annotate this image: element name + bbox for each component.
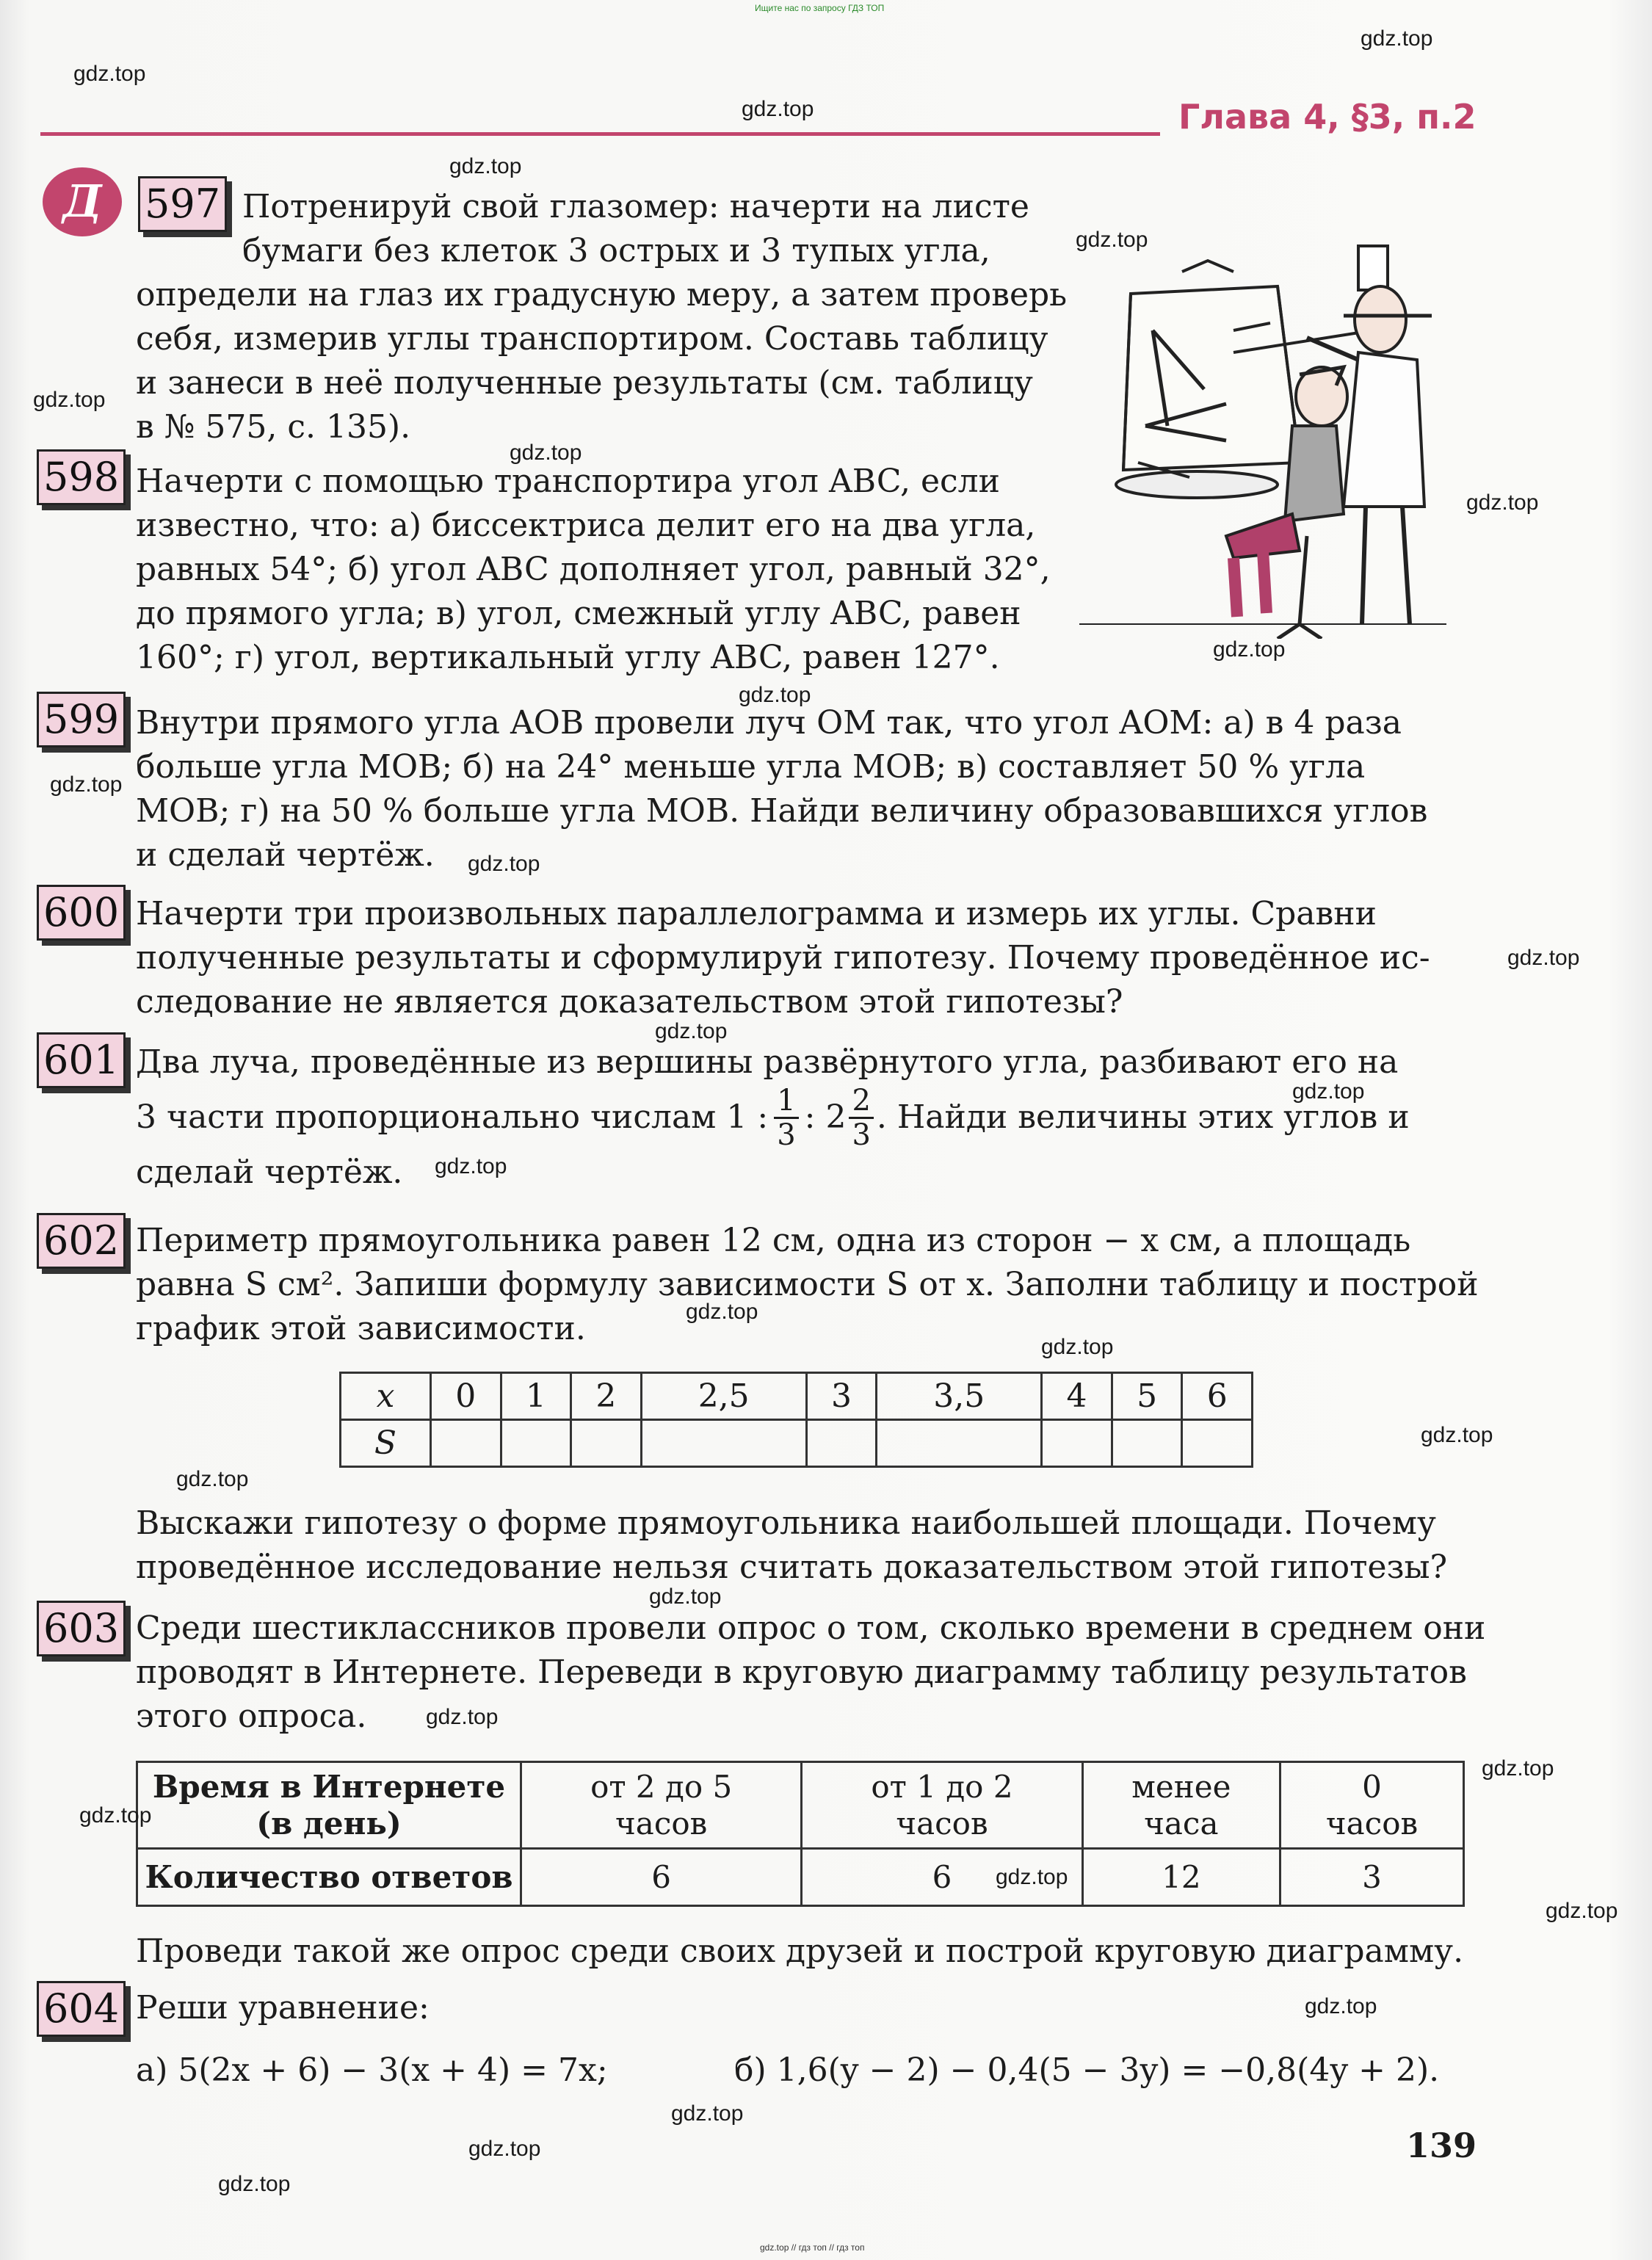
fraction-one-third [774, 1084, 798, 1151]
text-line: проводят в Интернете. Переведи в круговую диаграмму таблицу результатов [136, 1654, 1467, 1691]
column-header-line: часов [896, 1805, 988, 1841]
text-line: Среди шестиклассников провели опрос о том, сколько времени в среднем они [136, 1609, 1486, 1647]
task-number-604: 604 [37, 1981, 126, 2037]
table-cell-empty [1182, 1420, 1253, 1467]
task-601-text [136, 1040, 1410, 1195]
row-label: Количество ответов [137, 1849, 521, 1906]
task-602-hypothesis [136, 1502, 1447, 1590]
watermark: gdz.top [1041, 1335, 1114, 1359]
watermark: gdz.top [739, 683, 811, 707]
text-line: до прямого угла; в) угол, смежный углу ABC, равен [136, 595, 1021, 632]
text-line: Выскажи гипотезу о форме прямоугольника наибольшей площади. Почему [136, 1504, 1436, 1542]
text-line: проведённое исследование нельзя считать доказательством этой гипотезы? [136, 1549, 1448, 1586]
table-cell: 0 [431, 1373, 501, 1420]
text-line: 160°; г) угол, вертикальный углу ABC, равен 127°. [136, 639, 1000, 676]
header-label-line: (в день) [256, 1805, 402, 1841]
watermark: gdz.top [1213, 637, 1286, 662]
column-header-line: часа [1144, 1805, 1219, 1841]
column-header-line: от 1 до 2 [871, 1768, 1013, 1805]
column-header [521, 1762, 802, 1849]
table-cell: 3,5 [877, 1373, 1042, 1420]
watermark: gdz.top [655, 1019, 728, 1043]
task-599-text [136, 701, 1427, 877]
column-header [802, 1762, 1082, 1849]
watermark: gdz.top [50, 772, 123, 797]
illustration-teacher-drawing [1079, 242, 1446, 639]
task-number-601: 601 [37, 1032, 126, 1088]
fraction-two-thirds [849, 1084, 873, 1151]
table-row [341, 1420, 1253, 1467]
table-cell-empty [501, 1420, 571, 1467]
watermark: gdz.top [1421, 1423, 1493, 1447]
column-header-line: часов [615, 1805, 708, 1841]
text-line: Периметр прямоугольника равен 12 см, одна из сторон − x см, а площадь [136, 1222, 1411, 1259]
table-cell-empty [431, 1420, 501, 1467]
watermark: gdz.top [1076, 228, 1148, 252]
table-cell-empty [571, 1420, 642, 1467]
table-cell: 2 [571, 1373, 642, 1420]
watermark: gdz.top [1507, 946, 1580, 970]
text-line: себя, измерив углы транспортиром. Составь таблицу [136, 320, 1048, 358]
watermark: gdz.top [649, 1584, 722, 1609]
text-line: Потренируй свой глазомер: начерти на листе [242, 188, 1029, 225]
table-cell: 6 [1182, 1373, 1253, 1420]
text-line: график этой зависимости. [136, 1310, 586, 1347]
row-label-x: x [341, 1373, 431, 1420]
chapter-heading: Глава 4, §3, п.2 [1178, 97, 1477, 137]
table-cell: 12 [1082, 1849, 1280, 1906]
text-line: определи на глаз их градусную меру, а затем проверь [136, 276, 1068, 314]
text-line: полученные результаты и сформулируй гипотезу. Почему проведённое ис- [136, 939, 1430, 977]
fraction-denominator: 3 [852, 1118, 871, 1152]
watermark: gdz.top [176, 1467, 249, 1491]
watermark: gdz.top [435, 1154, 507, 1178]
fraction-denominator: 3 [777, 1118, 796, 1152]
difficulty-badge: Д [43, 167, 122, 236]
text-line: Два луча, проведённые из вершины развёрнутого угла, разбивают его на [136, 1043, 1399, 1081]
text-line: этого опроса. [136, 1698, 367, 1735]
text-line: известно, что: а) биссектриса делит его на два угла, [136, 507, 1036, 544]
watermark: gdz.top [510, 441, 582, 465]
watermark: gdz.top [671, 2101, 744, 2126]
text-line: Внутри прямого угла AOB провели луч OM так, что угол AOM: а) в 4 раза [136, 704, 1402, 742]
equation-a: а) 5(2x + 6) − 3(x + 4) = 7x; [136, 2051, 608, 2089]
row-label-s: S [341, 1420, 431, 1467]
text-line: равных 54°; б) угол ABC дополняет угол, равный 32°, [136, 551, 1051, 588]
watermark: gdz.top [742, 97, 814, 121]
column-header-line: 0 [1362, 1768, 1382, 1805]
table-cell-empty [1112, 1420, 1182, 1467]
table-cell: 1 [501, 1373, 571, 1420]
watermark: gdz.top [218, 2172, 291, 2196]
table-cell: 4 [1042, 1373, 1112, 1420]
table-cell: 5 [1112, 1373, 1182, 1420]
text-line: больше угла MOB; б) на 24° меньше угла MOB; в) составляет 50 % угла [136, 748, 1366, 786]
watermark: gdz.top [1305, 1994, 1377, 2018]
column-header-line: от 2 до 5 [590, 1768, 733, 1805]
table-cell: 6 [802, 1849, 1082, 1906]
watermark: gdz.top [1361, 26, 1433, 51]
text-line: равна S см². Запиши формулу зависимости S от x. Заполни таблицу и построй [136, 1266, 1479, 1303]
task-603-followup: Проведи такой же опрос среди своих друзей и построй круговую диаграмму. [136, 1933, 1464, 1970]
table-cell: 3 [806, 1373, 877, 1420]
table-cell-empty [806, 1420, 877, 1467]
table-cell: 6 [521, 1849, 802, 1906]
column-header [1280, 1762, 1464, 1849]
task-598-text [136, 460, 1051, 680]
bottom-note: gdz.top // гдз топ // гдз топ [760, 2242, 865, 2253]
fraction-numerator: 2 [849, 1084, 873, 1119]
task-604-text: Реши уравнение: [136, 1989, 430, 2027]
header-label [137, 1762, 521, 1849]
watermark: gdz.top [1546, 1899, 1618, 1923]
table-cell-empty [641, 1420, 806, 1467]
top-note: Ищите нас по запросу ГДЗ ТОП [755, 3, 885, 13]
watermark: gdz.top [33, 388, 106, 412]
equation-b: б) 1,6(y − 2) − 0,4(5 − 3y) = −0,8(4y + 2). [734, 2051, 1440, 2089]
text-line: бумаги без клеток 3 острых и 3 тупых угла, [242, 232, 990, 269]
survey-table [136, 1761, 1465, 1907]
table-cell-empty [877, 1420, 1042, 1467]
text-line: MOB; г) на 50 % больше угла MOB. Найди величину образовавшихся углов [136, 792, 1428, 830]
fraction-numerator: 1 [774, 1084, 798, 1119]
watermark: gdz.top [468, 2137, 541, 2161]
task-number-603: 603 [37, 1601, 126, 1656]
header-rule [40, 132, 1160, 136]
watermark: gdz.top [73, 62, 146, 86]
text-line: сделай чертёж. [136, 1153, 403, 1191]
xs-table [339, 1372, 1253, 1468]
table-cell: 3 [1280, 1849, 1464, 1906]
page-number: 139 [1406, 2126, 1477, 2165]
task-number-600: 600 [37, 885, 126, 941]
text-line: в № 575, с. 135). [136, 408, 411, 446]
text-line: . Найди величины этих углов и [876, 1098, 1410, 1136]
task-number-602: 602 [37, 1213, 126, 1269]
task-number-597: 597 [138, 176, 227, 232]
text-line: следование не является доказательством этой гипотезы? [136, 983, 1123, 1021]
watermark: gdz.top [426, 1705, 499, 1729]
text-line: Начерти с помощью транспортира угол ABC, если [136, 463, 1000, 500]
table-row [137, 1762, 1464, 1849]
watermark: gdz.top [996, 1865, 1068, 1889]
watermark: gdz.top [1482, 1756, 1554, 1781]
task-number-598: 598 [37, 449, 126, 505]
table-cell-empty [1042, 1420, 1112, 1467]
column-header-line: часов [1325, 1805, 1419, 1841]
table-cell: 2,5 [641, 1373, 806, 1420]
proportion-line [136, 1084, 1410, 1151]
text-line: и занеси в неё полученные результаты (см. таблицу [136, 364, 1033, 402]
watermark: gdz.top [686, 1300, 758, 1324]
task-597-text [136, 185, 1067, 449]
watermark: gdz.top [79, 1803, 152, 1828]
task-number-599: 599 [37, 692, 126, 747]
header-label-line: Время в Интернете [152, 1768, 506, 1805]
text-line: 3 части пропорционально числам 1 : [136, 1098, 769, 1136]
text-line: Начерти три произвольных параллелограмма и измерь их углы. Сравни [136, 895, 1377, 932]
ratio-separator: : 2 [804, 1098, 847, 1136]
watermark: gdz.top [1292, 1079, 1365, 1104]
watermark: gdz.top [1466, 490, 1539, 515]
column-header [1082, 1762, 1280, 1849]
task-602-text [136, 1219, 1479, 1351]
watermark: gdz.top [468, 852, 540, 876]
task-603-text [136, 1607, 1485, 1739]
table-row [137, 1849, 1464, 1906]
text-line: и сделай чертёж. [136, 836, 435, 874]
watermark: gdz.top [449, 154, 522, 178]
task-600-text [136, 892, 1430, 1024]
column-header-line: менее [1131, 1768, 1231, 1805]
table-row [341, 1373, 1253, 1420]
